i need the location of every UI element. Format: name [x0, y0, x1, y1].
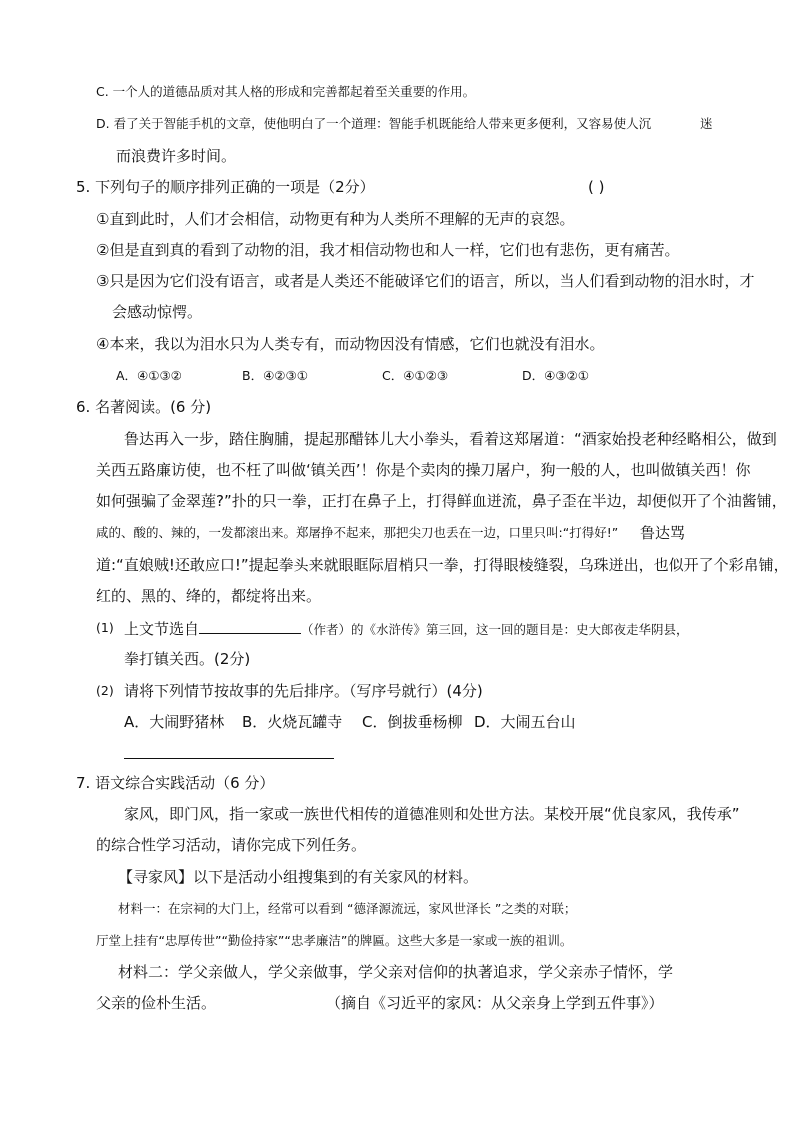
- q4-option-c: C. 一个人的道德品质对其人格的形成和完善都起着至关重要的作用。: [96, 84, 476, 99]
- q6-sub2-option-c: C．倒拔垂杨柳: [362, 713, 463, 731]
- q7-material-1: 材料一：在宗祠的大门上，经常可以看到 “德泽源流远，家风世泽长 ”之类的对联；: [118, 901, 577, 916]
- order-answer-blank[interactable]: [124, 758, 334, 759]
- q6-sub1-number: (1): [96, 620, 114, 635]
- q6-sub1-suffix: （作者）的《水浒传》第三回，这一回的题目是：史大郎夜走华阴县，: [301, 622, 689, 637]
- q4-option-d-cont: 而浪费许多时间。: [116, 147, 237, 165]
- q5-stem: 5. 下列句子的顺序排列正确的一项是（2分）: [76, 178, 375, 196]
- q6-sub1-prefix: 上文节选自: [124, 620, 200, 638]
- q6-passage-line-2: 关西五路廉访使，也不枉了叫做‘镇关西’！你是个卖肉的操刀屠户，狗一般的人，也叫做镇关西！你: [96, 461, 751, 479]
- q7-intro-line-2: 的综合性学习活动，请你完成下列任务。: [96, 836, 367, 854]
- q6-passage-line-6: 红的、黑的、绛的，都绽将出来。: [96, 587, 322, 605]
- q6-passage-line-3: 如何强骗了金翠莲?”扑的只一拳，正打在鼻子上，打得鲜血迸流，鼻子歪在半边，却便似开了个油酱铺，: [96, 492, 787, 510]
- q7-stem: 7. 语文综合实践活动（6 分）: [76, 774, 275, 792]
- q6-passage-line-5: 道:“直娘贼!还敢应口!”提起拳头来就眼眶际眉梢只一拳，打得眼棱缝裂，乌珠迸出，也似开了个彩帛铺，: [96, 556, 789, 574]
- q5-option-b: B．④②③①: [242, 368, 308, 383]
- q6-stem: 6. 名著阅读。(6 分): [76, 398, 212, 416]
- q5-sentence-1: ①直到此时，人们才会相信，动物更有种为人类所不理解的无声的哀怨。: [96, 210, 575, 228]
- q7-intro-line-1: 家风，即门风，指一家或一族世代相传的道德准则和处世方法。某校开展“优良家风，我传承”: [124, 805, 740, 823]
- q5-option-c: C．④①②③: [382, 368, 449, 383]
- q5-option-d: D．④③②①: [522, 368, 589, 383]
- q7-material-2: 材料二：学父亲做人，学父亲做事，学父亲对信仰的执著追求，学父亲赤子情怀，学: [118, 963, 674, 981]
- q6-sub2-option-d: D．大闹五台山: [474, 713, 576, 731]
- q6-sub1-line: [124, 618, 689, 640]
- q6-sub2-option-a: A．大闹野猪林: [124, 713, 225, 731]
- q7-material-2-source: （摘自《习近平的家风：从父亲身上学到五件事》）: [326, 994, 664, 1012]
- q6-sub2-option-b: B．火烧瓦罐寺: [242, 713, 343, 731]
- q5-sentence-2: ②但是直到真的看到了动物的泪，我才相信动物也和人一样，它们也有悲伤，更有痛苦。: [96, 241, 680, 259]
- q7-material-1-cont: 厅堂上挂有“忠厚传世”“勤俭持家”“忠孝廉洁”的牌匾。这些大多是一家或一族的祖训。: [96, 933, 573, 948]
- q5-sentence-3: ③只是因为它们没有语言，或者是人类还不能破译它们的语言，所以，当人们看到动物的泪水时，才: [96, 272, 755, 290]
- author-answer-blank[interactable]: [199, 618, 301, 634]
- q7-material-2-cont: 父亲的俭朴生活。: [96, 994, 217, 1012]
- q5-sentence-3-cont: 会感动惊愕。: [112, 303, 203, 321]
- q6-sub2-prompt: 请将下列情节按故事的先后排序。（写序号就行）(4分): [124, 682, 483, 700]
- q4-option-d: D. 看了关于智能手机的文章，使他明白了一个道理：智能手机既能给人带来更多便利，又容易使人沉: [96, 116, 652, 131]
- q6-passage-line-1: 鲁达再入一步，踏住胸脯，提起那醋钵儿大小拳头，看着这郑屠道：“酒家始投老种经略相公，做到: [124, 430, 777, 448]
- q4-option-d-tail: 迷: [700, 116, 713, 131]
- q5-answer-paren: ( ): [588, 178, 605, 196]
- q6-passage-line-4-tail: 鲁达骂: [640, 524, 686, 542]
- q6-sub1-cont: 拳打镇关西。(2分): [124, 650, 251, 668]
- q6-passage-line-4: 咸的、酸的、辣的，一发都滚出来。郑屠挣不起来，那把尖刀也丢在一边，口里只叫:“打得好!”: [96, 525, 619, 540]
- q5-sentence-4: ④本来，我以为泪水只为人类专有，而动物因没有情感，它们也就没有泪水。: [96, 335, 605, 353]
- q5-option-a: A．④①③②: [116, 368, 182, 383]
- q6-sub2-number: (2): [96, 683, 114, 698]
- q7-task-heading: 【寻家风】以下是活动小组搜集到的有关家风的材料。: [118, 868, 479, 886]
